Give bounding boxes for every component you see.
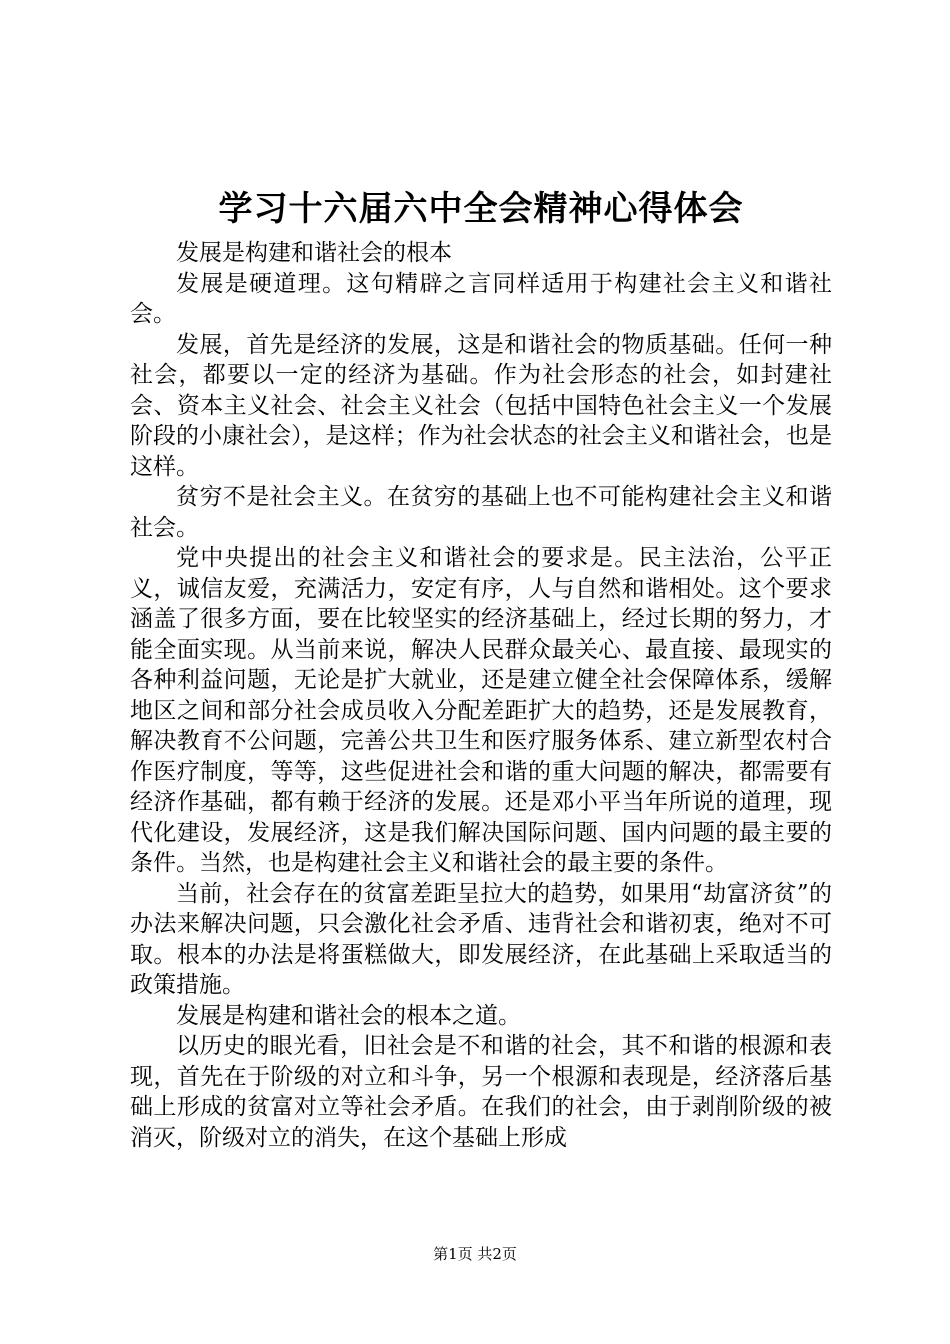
paragraph: 发展是构建和谐社会的根本 [176,240,452,266]
document-page [130,186,832,1153]
paragraph: 党中央提出的社会主义和谐社会的要求是。民主法治，公平正义，诚信友爱，充满活力，安定有序，人与自然和谐相处。这个要求涵盖了很多方面，要在比较坚实的经济基础上，经过长期的努力，才能全面实现。从当前来说，解决人民群众最关心、最直接、最现实的各种利益问题，无论是扩大就业，还是建立健全社会保障体系，缓解地区之间和部分社会成员收入分配差距扩大的趋势，还是发展教育，解决教育不公问题，完善公共卫生和医疗服务体系、建立新型农村合作医疗制度，等等，这些促进社会和谐的重大问题的解决，都需要有经济作基础，都有赖于经济的发展。还是邓小平当年所说的道理，现代化建设，发展经济，这是我们解决国际问题、国内问题的最主要的条件。当然，也是构建社会主义和谐社会的最主要的条件。 [130,545,832,876]
page-footer: 第1页 共2页 [433,1245,517,1263]
paragraph: 发展，首先是经济的发展，这是和谐社会的物质基础。任何一种社会，都要以一定的经济为基础。作为社会形态的社会，如封建社会、资本主义社会、社会主义社会（包括中国特色社会主义一个发展阶段的小康社会），是这样；作为社会状态的社会主义和谐社会，也是这样。 [130,331,832,480]
paragraph: 发展是硬道理。这句精辟之言同样适用于构建社会主义和谐社会。 [130,270,832,327]
paragraph: 发展是构建和谐社会的根本之道。 [176,1002,521,1029]
document-title: 学习十六届六中全会精神心得体会 [218,189,744,229]
paragraph: 当前，社会存在的贫富差距呈拉大的趋势，如果用“劫富济贫”的办法来解决问题，只会激化社会矛盾、违背社会和谐初衷，绝对不可取。根本的办法是将蛋糕做大，即发展经济，在此基础上采取适当的政策措施。 [130,880,832,998]
paragraph: 以历史的眼光看，旧社会是不和谐的社会，其不和谐的根源和表现，首先在于阶级的对立和斗争，另一个根源和表现是，经济落后基础上形成的贫富对立等社会矛盾。在我们的社会，由于剥削阶级的被消灭，阶级对立的消失，在这个基础上形成 [130,1033,832,1151]
paragraph: 贫穷不是社会主义。在贫穷的基础上也不可能构建社会主义和谐社会。 [130,484,832,541]
